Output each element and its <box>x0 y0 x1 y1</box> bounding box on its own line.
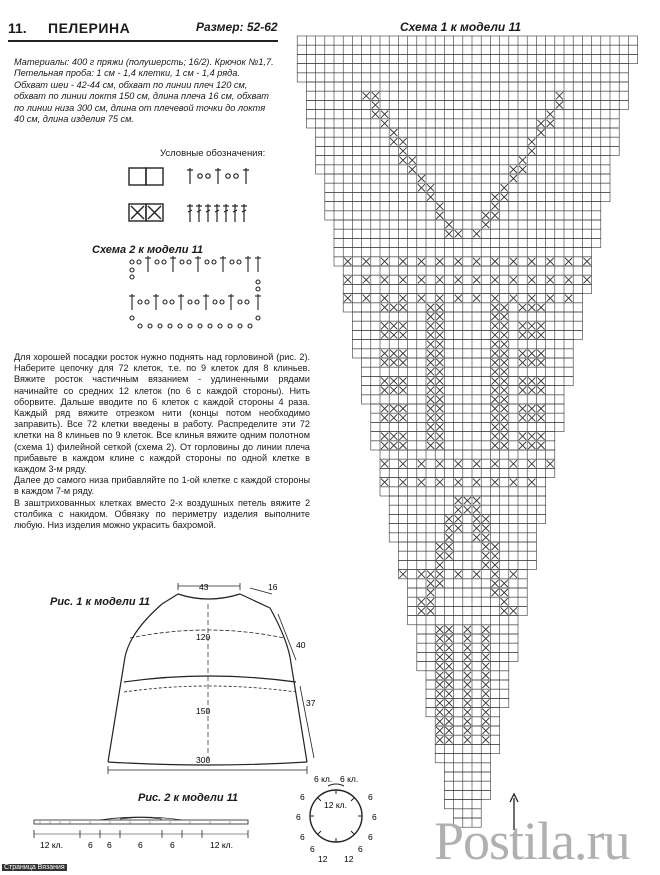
circle-label: 6 кл. <box>340 774 359 784</box>
dim-middle: 150 <box>196 706 211 716</box>
figure2-title: Рис. 2 к модели 11 <box>138 792 239 804</box>
circle-label: 6 кл. <box>314 774 333 784</box>
empty-cell-icon <box>129 168 163 185</box>
scheme2-title: Схема 2 к модели 11 <box>92 244 203 256</box>
materials-line: Материалы: 400 г пряжи (полушерсть; 16/2). Крючок №1,7. <box>14 57 274 67</box>
model-title: ПЕЛЕРИНА <box>48 20 131 36</box>
legend-symbols <box>128 166 268 226</box>
strip-label: 6 <box>138 840 143 850</box>
circle-label: 6 <box>300 792 305 802</box>
dim-top: 43 <box>199 582 209 592</box>
circle-center-label: 12 кл. <box>324 800 347 810</box>
circle-label: 6 <box>358 844 363 854</box>
strip-label: 6 <box>107 840 112 850</box>
circle-label: 12 <box>344 854 354 864</box>
circle-label: 6 <box>372 812 377 822</box>
circle-label: 12 <box>318 854 328 864</box>
model-number: 11. <box>8 20 27 36</box>
strip-label: 12 кл. <box>210 840 233 850</box>
circle-label: 6 <box>368 832 373 842</box>
scheme1-title: Схема 1 к модели 11 <box>400 20 522 34</box>
instructions-paragraph: Для хорошей посадки росток нужно поднять над горловиной (рис. 2). Наберите цепочку для 72 клеток, т.е. по 9 клеток для 8 клиньев. Вяжите росток частичным вязанием - удлиненными рядами начинайте со средних 12 клеток (по 6 с каждой стороны). Нить оборвите. Дальше вводите по 6 клеток с каждой стороны 4 раза. Каждый ряд вяжите отрезком нити (концы потом необходимо заправить). Все 72 клетки введены в работу. Распределите эти 72 клетки на 8 клиньев по 9 клеток. Все клинья вяжите одним полотном (схема 1) филейной сеткой (схема 2). От горловины до линии плеча прибавьте в каждом клине с каждой стороны по одной клетке в каждом 3-м ряду. <box>14 352 310 475</box>
strip-label: 6 <box>170 840 175 850</box>
instructions-paragraph: Далее до самого низа прибавляйте по 1-ой клетке с каждой стороны в каждом 7-м ряду. <box>14 475 310 497</box>
materials-line: Петельная проба: 1 см - 1,4 клетки, 1 см - 1,4 ряда. <box>14 68 240 79</box>
dim-side-upper: 40 <box>296 640 306 650</box>
dim-side-lower: 37 <box>306 698 316 708</box>
circle-label: 6 <box>300 832 305 842</box>
materials-line: Обхват шеи - 42-44 см, обхват по линии плеч 120 см, обхват по линии локтя 150 см, длина плеча 16 см, обхват по линии низа 300 см, длина от плечевой точки до локтя 40 см, длина изделия 75 см. <box>14 79 269 125</box>
legend-title: Условные обозначения: <box>160 148 266 159</box>
scheme1-grid <box>288 32 658 832</box>
circle-label: 6 <box>368 792 373 802</box>
instructions-paragraph: В заштрихованных клетках вместо 2-х воздушных петель вяжите 2 столбика с накидом. Обвязку по периметру изделия выполните любую. Низ изделия можно украсить бахромой. <box>14 497 310 531</box>
filled-cell-icon <box>129 204 163 221</box>
dim-shoulder: 16 <box>268 582 278 592</box>
circle-label: 6 <box>296 812 301 822</box>
dim-bottom: 300 <box>196 755 211 765</box>
figure2-strip <box>30 812 260 862</box>
dim-yoke: 120 <box>196 632 211 642</box>
circle-label: 6 <box>310 844 315 854</box>
strip-label: 12 кл. <box>40 840 63 850</box>
footer-caption: Страница Вязания <box>4 864 65 871</box>
watermark: Postila.ru <box>434 811 630 871</box>
figure1-title: Рис. 1 к модели 11 <box>50 596 151 608</box>
double-crochet-row-icon <box>187 204 247 222</box>
header-divider <box>8 40 278 42</box>
strip-label: 6 <box>88 840 93 850</box>
chain-stitch-row-icon <box>187 168 249 184</box>
scheme2-diagram <box>124 256 270 334</box>
instructions-text <box>14 352 310 531</box>
size-label: Размер: 52-62 <box>196 20 278 34</box>
materials-block <box>14 57 276 125</box>
